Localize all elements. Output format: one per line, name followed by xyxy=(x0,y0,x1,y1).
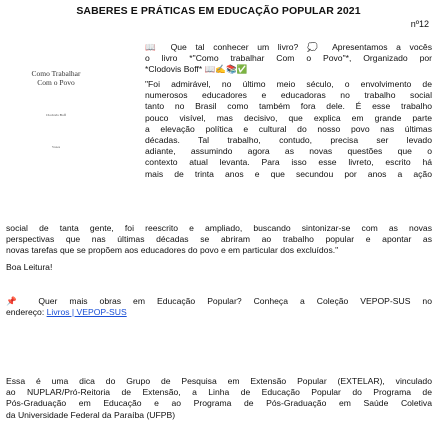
pushpin-icon: 📌 xyxy=(6,296,27,306)
dica-line: da Universidade Federal da Paraíba (UFPB) xyxy=(6,409,176,420)
intro-paragraph xyxy=(145,42,432,76)
quote-line: "Foi admirável, no último meio século, o envolvimento de xyxy=(145,79,432,89)
quote-line: mais de trinta anos e que secundou por anos a ação xyxy=(145,168,432,179)
book-cover-author: Clodovis Boff xyxy=(46,113,66,117)
quote-line: contexto atual levanta. Para isso esse livreto, escrito há xyxy=(145,157,432,168)
document-title: SABERES E PRÁTICAS EM EDUCAÇÃO POPULAR 2021 xyxy=(76,5,361,17)
quote-line: pouco visível, mas decisivo, que explica em grande parte xyxy=(145,112,432,123)
quote-paragraph-top xyxy=(145,79,432,180)
dica-line: ao NUPLAR/Pró-Reitoria de Extensão, a Linha de Educação Popular do Programa de xyxy=(6,387,432,398)
dica-paragraph xyxy=(6,376,432,421)
quote-line: social de tanta gente, foi reescrito e ampliado, buscando sintonizar-se com as novas xyxy=(6,223,432,233)
dica-line: Essa é uma dica do Grupo de Pesquisa em Extensão Popular (EXTELAR), vinculado xyxy=(6,376,432,386)
book-cover-publisher: Vozes xyxy=(51,145,61,149)
intro-line: o livro *"Como trabalhar Com o Povo"*, Organizado por xyxy=(145,53,432,64)
colecao-line xyxy=(6,307,432,318)
vepop-sus-link[interactable]: Livros | VEPOP-SUS xyxy=(46,307,127,318)
quote-line: tanto no Brasil como também fora dele. É esse trabalho xyxy=(145,101,432,112)
endereco-label: endereço: xyxy=(6,307,47,318)
dica-line: Pós-Graduação em Educação e ao Programa de Pós-Graduação em Saúde Coletiva xyxy=(6,398,432,409)
book-cover-title-line1: Como Trabalhar xyxy=(31,69,81,78)
book-cover-image xyxy=(6,61,136,169)
colecao-paragraph xyxy=(6,296,432,318)
book-cover-title xyxy=(6,69,106,87)
quote-line: numerosos educadores e educadoras no trabalho social xyxy=(145,90,432,101)
colecao-text: Quer mais obras em Educação Popular? Conheça a Coleção VEPOP-SUS no xyxy=(38,296,432,306)
boa-leitura-text: Boa Leitura! xyxy=(6,262,53,272)
colecao-line xyxy=(6,296,432,307)
quote-line: perspectivas que nas últimas décadas se abriram ao trabalho popular e apontar as xyxy=(6,234,432,245)
quote-line: adiante, assumindo agora as novas questões que o xyxy=(145,146,432,157)
quote-line: novas tarefas que se propõem aos educadores do povo e em particular dos excluídos." xyxy=(6,245,339,256)
quote-line: décadas. Tal trabalho, contudo, precisa ser levado xyxy=(145,135,432,146)
book-cover-title-line2: Com o Povo xyxy=(37,78,75,87)
issue-number: nº12 xyxy=(410,19,429,29)
intro-line: *Clodovis Boff* 📖✍📚✅ xyxy=(145,64,248,75)
intro-line: 📖 Que tal conhecer um livro? 💭 Apresentamos a vocês xyxy=(145,42,432,52)
quote-line: a elevação política e cultural do nosso povo nas últimas xyxy=(145,123,432,134)
quote-paragraph-bottom xyxy=(6,223,432,257)
